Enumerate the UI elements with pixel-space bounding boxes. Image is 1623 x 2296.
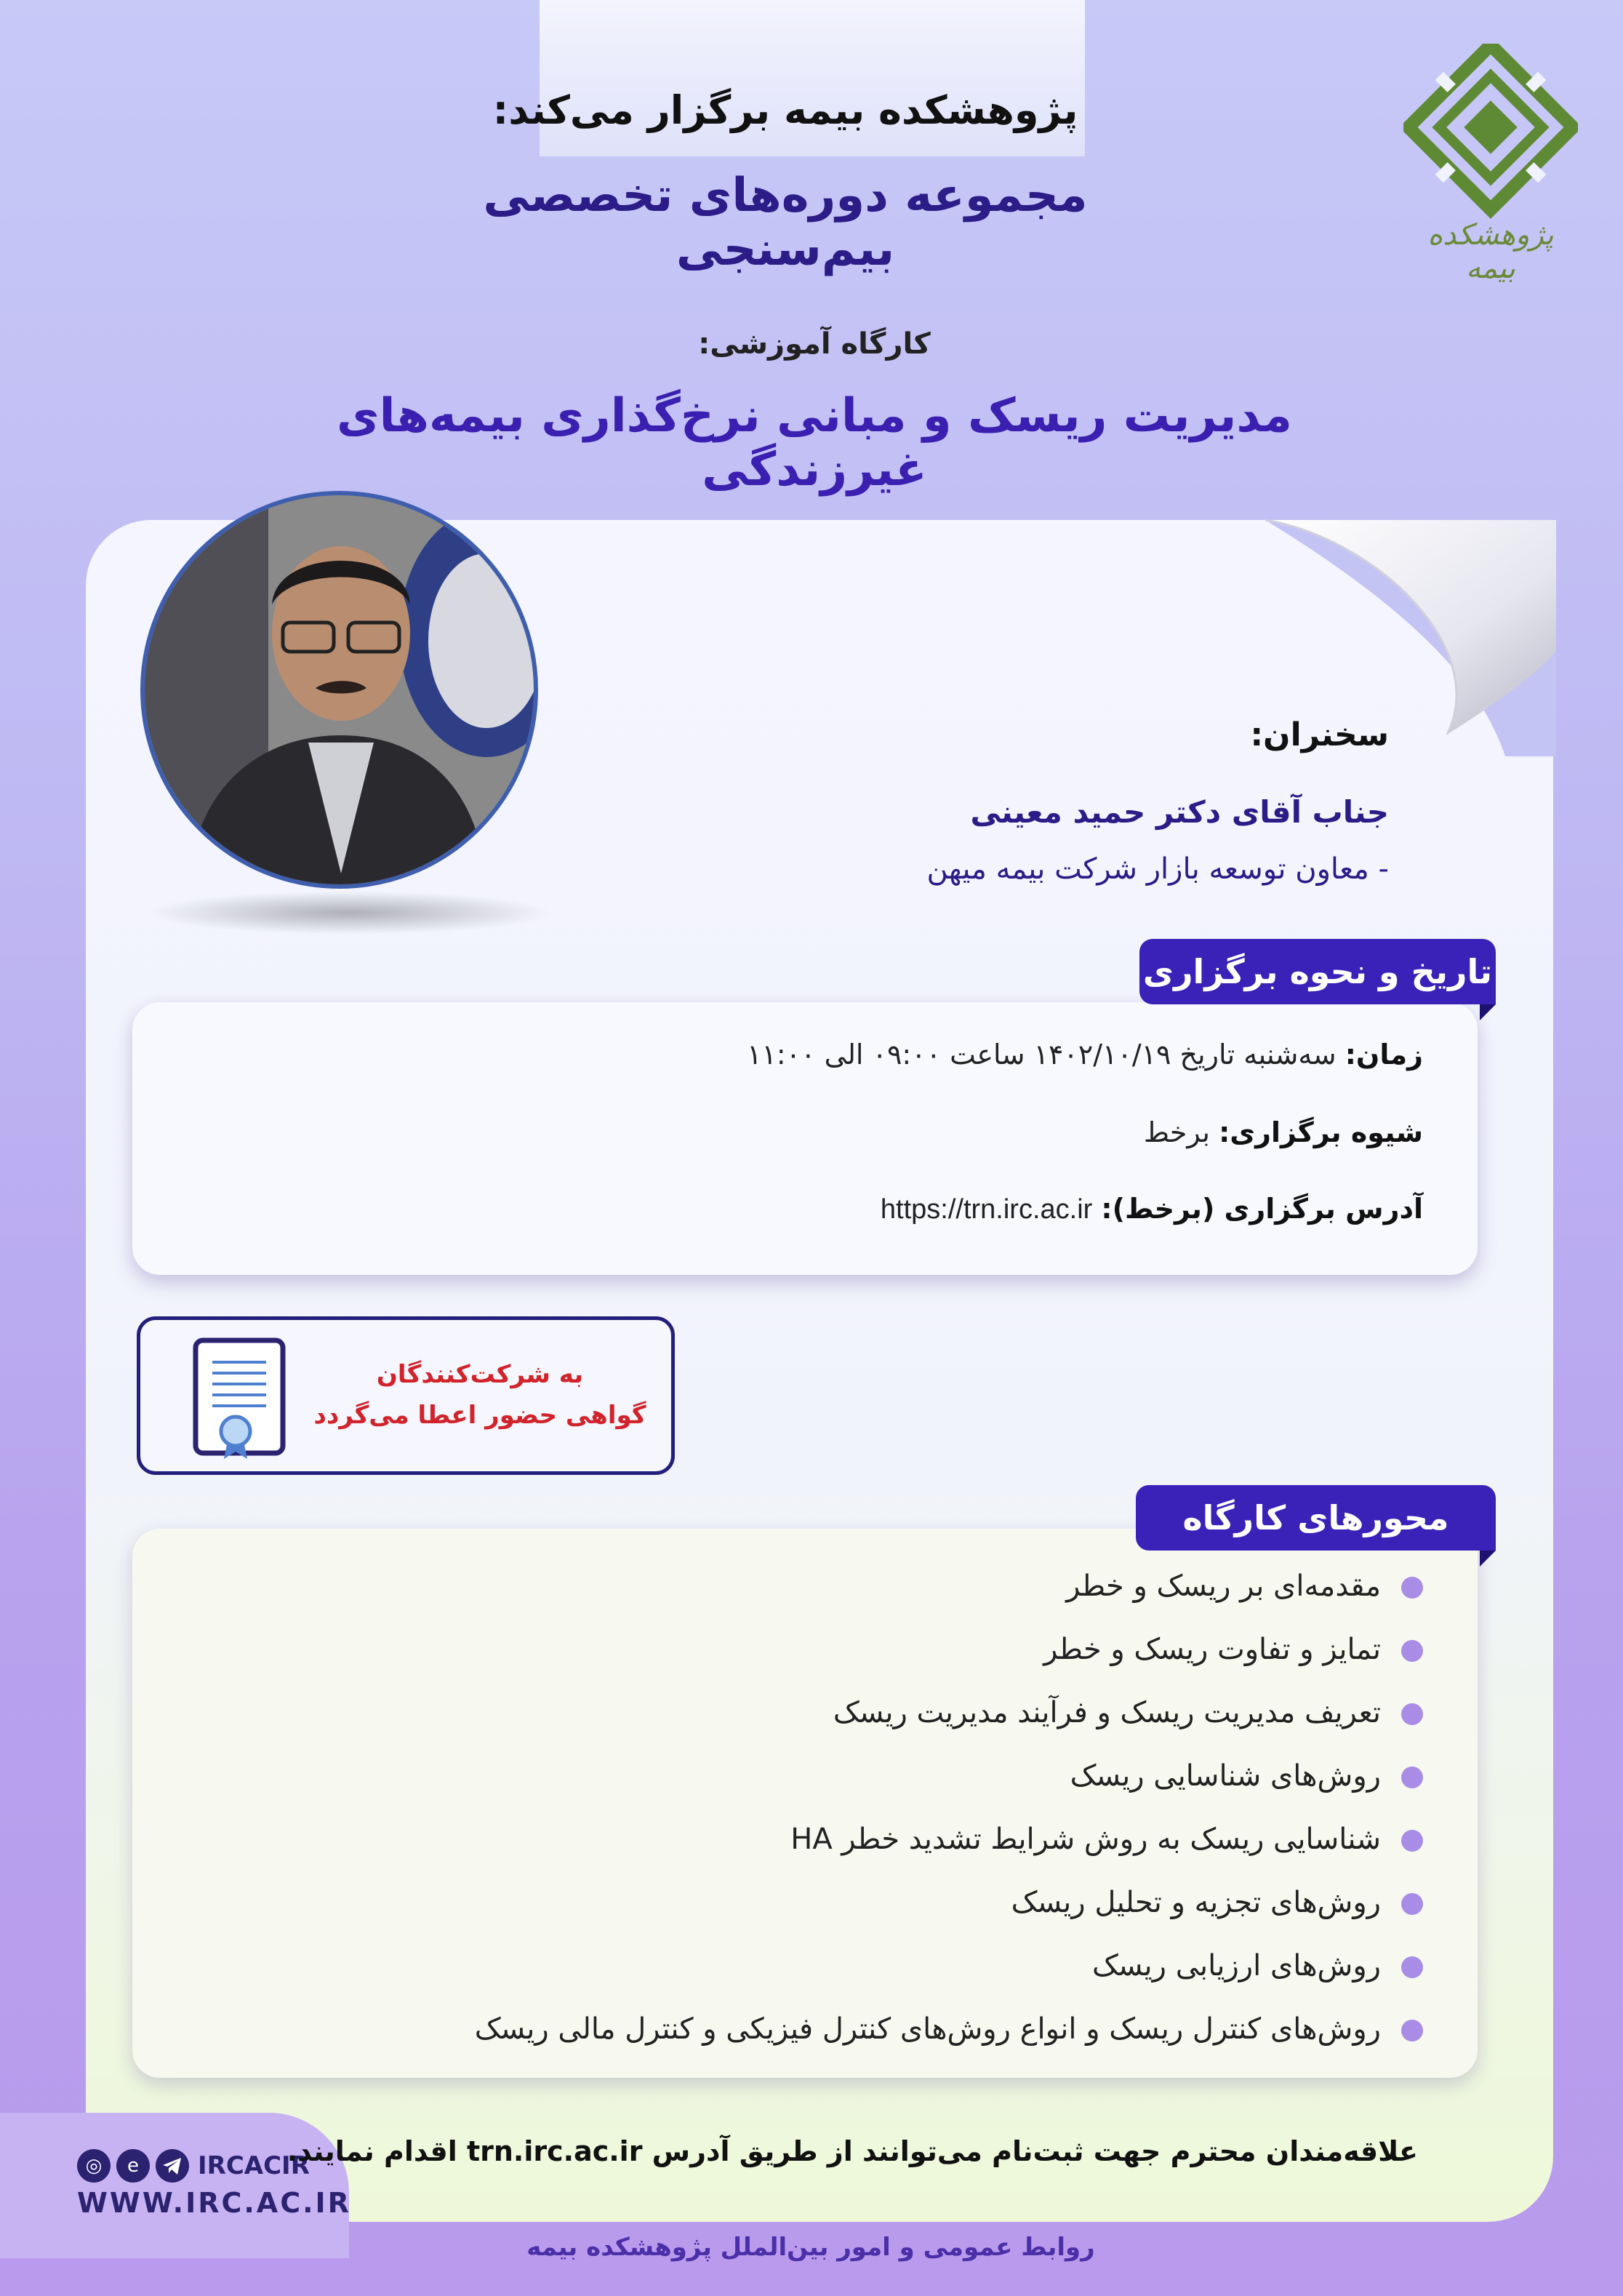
footer-credit: روابط عمومی و امور بین‌الملل پژوهشکده بیمه: [526, 2233, 1095, 2262]
list-item: روش‌های تجزیه و تحلیل ریسک: [260, 1881, 1423, 1945]
org-announcement: پژوهشکده بیمه برگزار می‌کند:: [492, 87, 1078, 133]
bullet-dot-icon: [1401, 1767, 1423, 1788]
topics-section-header: [1136, 1485, 1496, 1551]
certificate-note: [313, 1354, 647, 1436]
address-row: [332, 1193, 1423, 1225]
time-value: سه‌شنبه تاریخ ۱۴۰۲/۱۰/۱۹ ساعت ۰۹:۰۰ الی ۱۱:۰۰: [747, 1039, 1337, 1071]
list-item: مقدمه‌ای بر ریسک و خطر: [260, 1565, 1423, 1628]
bullet-dot-icon: [1401, 1640, 1423, 1662]
time-label: زمان:: [1345, 1039, 1423, 1071]
list-item: روش‌های کنترل ریسک و انواع روش‌های کنترل فیزیکی و کنترل مالی ریسک: [260, 2008, 1423, 2071]
list-item: روش‌های شناسایی ریسک: [260, 1755, 1423, 1818]
certificate-line-1: به شرکت‌کنندگان: [376, 1360, 584, 1389]
registration-note: علاقه‌مندان محترم جهت ثبت‌نام می‌توانند از طریق آدرس trn.irc.ac.ir اقدام نمایند.: [286, 2135, 1418, 2167]
certificate-line-2: گواهی حضور اعطا می‌گردد: [313, 1401, 646, 1430]
telegram-icon[interactable]: [156, 2149, 189, 2183]
person-portrait-icon: [145, 495, 534, 884]
certificate-icon: [192, 1337, 290, 1460]
bullet-dot-icon: [1401, 1577, 1423, 1599]
instagram-icon[interactable]: ◎: [77, 2149, 111, 2183]
bullet-dot-icon: [1401, 1703, 1423, 1725]
list-item: تعریف مدیریت ریسک و فرآیند مدیریت ریسک: [260, 1692, 1423, 1755]
workshop-title: مدیریت ریسک و مبانی نرخ‌گذاری بیمه‌های غیرزندگی: [336, 389, 1293, 497]
photo-shadow: [145, 891, 553, 935]
speaker-role: - معاون توسعه بازار شرکت بیمه میهن: [926, 852, 1389, 886]
speaker-photo: [140, 491, 538, 889]
bullet-dot-icon: [1401, 2020, 1423, 2041]
bullet-dot-icon: [1401, 1830, 1423, 1852]
schedule-section-title: تاریخ و نحوه برگزاری: [1142, 952, 1493, 991]
mode-row: [332, 1116, 1423, 1148]
list-item: روش‌های ارزیابی ریسک: [260, 1945, 1423, 2008]
schedule-section-header: [1139, 939, 1496, 1004]
speakers-label: سخنران:: [1250, 716, 1389, 753]
topics-section-title: محورهای کارگاه: [1182, 1498, 1449, 1537]
bullet-dot-icon: [1401, 1893, 1423, 1915]
time-row: [332, 1039, 1423, 1071]
logo-caption: پژوهشکده بیمه: [1427, 218, 1554, 285]
series-title: مجموعه دوره‌های تخصصی بیم‌سنجی: [483, 169, 1088, 276]
mode-value: برخط: [1143, 1116, 1210, 1148]
eitaa-icon[interactable]: e: [116, 2149, 150, 2183]
bullet-dot-icon: [1401, 1956, 1423, 1978]
speaker-name: جناب آقای دکتر حمید معینی: [970, 794, 1389, 830]
address-link[interactable]: https://trn.irc.ac.ir: [880, 1194, 1093, 1225]
social-tab: [0, 2113, 349, 2258]
social-handle[interactable]: IRCACIR: [198, 2151, 310, 2180]
mode-label: شیوه برگزاری:: [1219, 1116, 1423, 1148]
address-label: آدرس برگزاری (برخط):: [1101, 1193, 1423, 1225]
topics-list: [260, 1565, 1423, 2071]
workshop-label: کارگاه آموزشی:: [698, 327, 931, 361]
list-item: شناسایی ریسک به روش شرایط تشدید خطر HA: [260, 1818, 1423, 1881]
website-link[interactable]: WWW.IRC.AC.IR: [77, 2187, 351, 2219]
list-item: تمایز و تفاوت ریسک و خطر: [260, 1628, 1423, 1692]
